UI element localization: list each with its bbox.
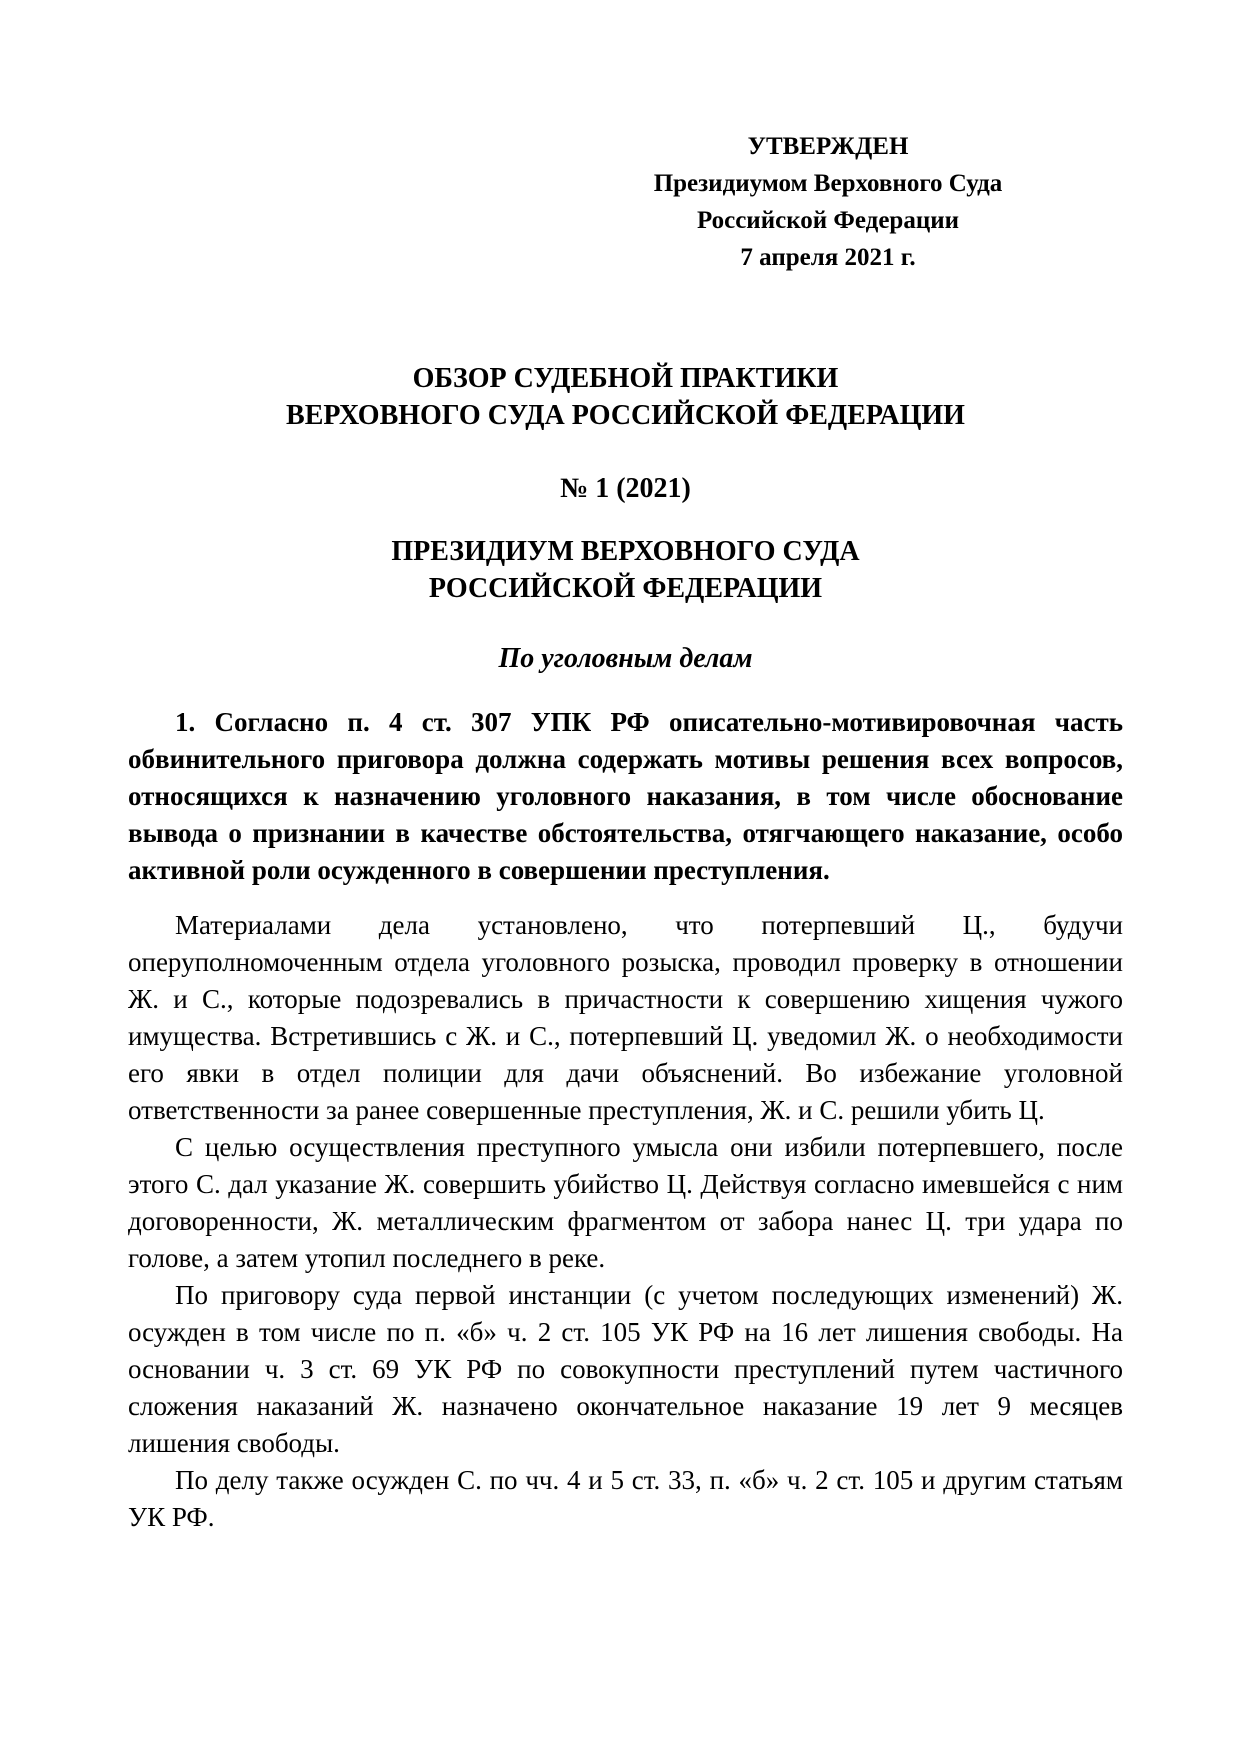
approval-line-federation: Российской Федерации [696, 207, 960, 234]
body-paragraph-2: С целью осуществления преступного умысла они избили потерпевшего, после этого С. дал указание Ж. совершить убийство Ц. Действуя согласно имевшейся с ним договоренности, Ж. металлическим фрагментом от забора нанес Ц. три удара по голове, а затем утопил последнего в реке. [128, 1132, 1123, 1273]
document-title-line-1: ОБЗОР СУДЕБНОЙ ПРАКТИКИ [412, 363, 839, 394]
document-title [128, 360, 1123, 434]
document-title-line-2: ВЕРХОВНОГО СУДА РОССИЙСКОЙ ФЕДЕРАЦИИ [286, 400, 965, 431]
body-paragraph-1: Материалами дела установлено, что потерпевший Ц., будучи оперуполномоченным отдела уголовного розыска, проводил проверку в отношении Ж. и С., которые подозревались в причастности к совершению хищения чужого имущества. Встретившись с Ж. и С., потерпевший Ц. уведомил Ж. о необходимости его явки в отдел полиции для дачи объяснений. Во избежание уголовной ответственности за ранее совершенные преступления, Ж. и С. решили убить Ц. [128, 910, 1123, 1125]
presidium-heading [128, 533, 1123, 607]
approval-line-approved: УТВЕРЖДЕН [747, 133, 909, 160]
lead-paragraph: 1. Согласно п. 4 ст. 307 УПК РФ описательно-мотивировочная часть обвинительного приговора должна содержать мотивы решения всех вопросов, относящихся к назначению уголовного наказания, в том числе обоснование вывода о признании в качестве обстоятельства, отягчающего наказание, особо активной роли осужденного в совершении преступления. [128, 707, 1123, 885]
presidium-heading-line-1: ПРЕЗИДИУМ ВЕРХОВНОГО СУДА [391, 536, 860, 567]
approval-line-presidium: Президиумом Верховного Суда [653, 170, 1003, 197]
approval-stamp [633, 128, 1023, 276]
section-heading-criminal-cases: По уголовным делам [498, 643, 753, 674]
approval-line-date: 7 апреля 2021 г. [740, 244, 916, 271]
body-paragraph-3: По приговору суда первой инстанции (с учетом последующих изменений) Ж. осужден в том числе по п. «б» ч. 2 ст. 105 УК РФ на 16 лет лишения свободы. На основании ч. 3 ст. 69 УК РФ по совокупности преступлений путем частичного сложения наказаний Ж. назначено окончательное наказание 19 лет 9 месяцев лишения свободы. [128, 1280, 1123, 1458]
presidium-heading-line-2: РОССИЙСКОЙ ФЕДЕРАЦИИ [428, 573, 823, 604]
document-number: № 1 (2021) [560, 473, 691, 504]
body-paragraph-4: По делу также осужден С. по чч. 4 и 5 ст. 33, п. «б» ч. 2 ст. 105 и другим статьям УК РФ. [128, 1465, 1123, 1532]
